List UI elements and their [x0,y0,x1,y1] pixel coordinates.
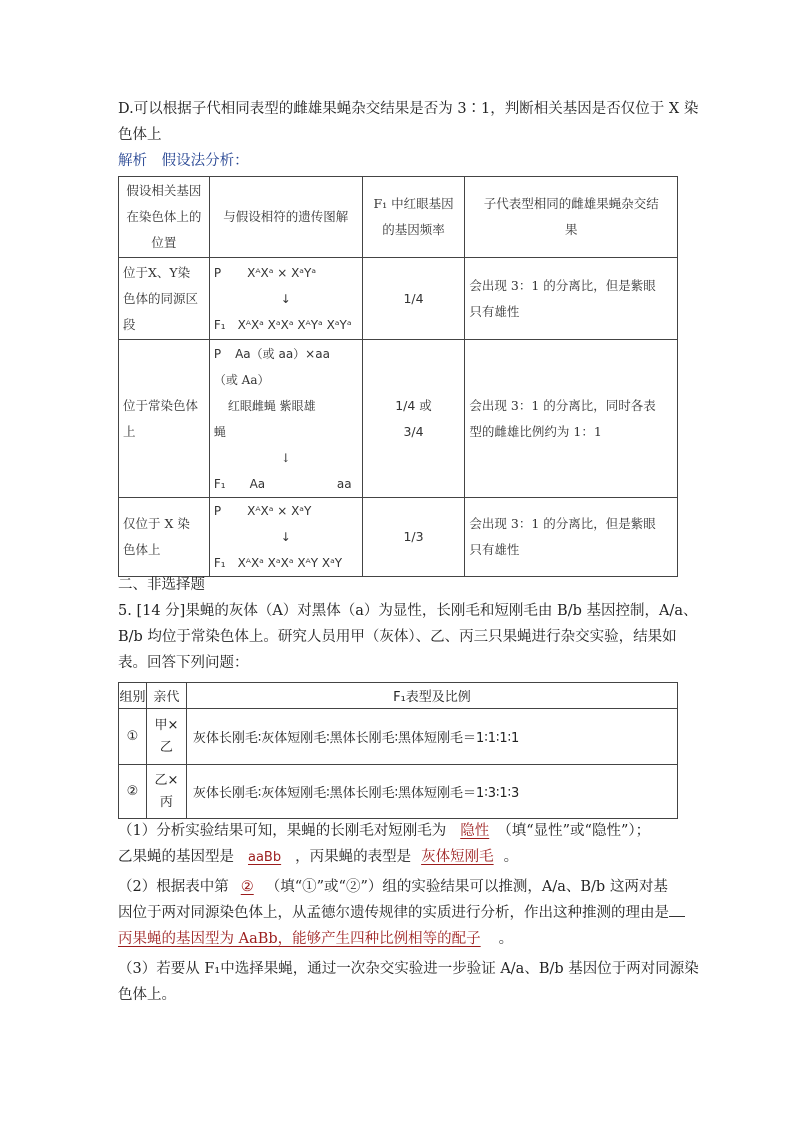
row1-diagram: P XᴬXᵃ × XᵃYᵃ ↓ F₁ XᴬXᵃ XᵃXᵃ XᴬYᵃ XᵃYᵃ [209,258,362,340]
f1-result-cell: 灰体长刚毛∶灰体短刚毛∶黑体长刚毛∶黑体短刚毛＝1∶1∶1∶1 [186,709,677,765]
row3-position: 仅位于 X 染 色体上 [119,498,210,577]
analysis-label: 解析 [118,153,147,169]
q5-line1: 5. [14 分]果蝇的灰体（A）对黑体（a）为显性，长刚毛和短刚毛由 B/b 基因控制，A/a、 [118,603,698,619]
sub3-line2: 色体上。 [118,987,176,1003]
table-row [119,498,678,577]
table-row [119,709,678,765]
down-arrow-icon: ↓ [280,291,291,306]
header-diagram: 与假设相符的遗传图解 [209,177,362,258]
table-row [119,258,678,340]
header-position: 假设相关基因 在染色体上的 位置 [119,177,210,258]
sub1-line2: 乙果蝇的基因型是 aaBb ，丙果蝇的表型是 灰体短刚毛 。 [118,849,519,865]
table-row [119,765,678,819]
down-arrow-icon: ↓ [280,530,291,544]
row3-result: 会出现 3：1 的分离比，但是紫眼 只有雄性 [465,498,678,577]
table-row [119,340,678,498]
table-header-row [119,683,678,709]
q5-line3: 表。回答下列问题： [118,655,249,671]
analysis-line [118,148,678,174]
sub1-line1: （1）分析实验结果可知，果蝇的长刚毛对短刚毛为 隐性 （填“显性”或“隐性”）； [118,823,651,839]
answer-blank: aaBb [248,850,282,865]
header-parents: 亲代 [146,683,186,709]
header-group: 组别 [119,683,147,709]
row1-position: 位于X、Y染 色体的同源区 段 [119,258,210,340]
row3-diagram: P XᴬXᵃ × XᵃY ↓ F₁ XᴬXᵃ XᵃXᵃ XᴬY XᵃY [209,498,362,577]
header-f1: F₁表型及比例 [186,683,677,709]
analysis-text: 假设法分析： [161,153,249,169]
row1-frequency: 1/4 [362,258,465,340]
row2-frequency: 1/4 或 3/4 [362,340,465,498]
hypothesis-table [118,176,678,577]
parents-cell: 甲× 乙 [146,709,186,765]
answer-blank: 丙果蝇的基因型为 AaBb，能够产生四种比例相等的配子 [118,931,481,947]
table-header-row [119,177,678,258]
row1-result: 会出现 3：1 的分离比，但是紫眼 只有雄性 [465,258,678,340]
row2-diagram: P Aa（或 aa）×aa （或 Aa） 红眼雌蝇 紫眼雄 蝇 ↓ F₁ Aa aa [209,340,362,498]
group-cell: ① [119,709,147,765]
row2-result: 会出现 3：1 的分离比，同时各表 型的雌雄比例约为 1：1 [465,340,678,498]
down-arrow-icon: ↓ [280,450,291,465]
header-result: 子代表型相同的雌雄果蝇杂交结 果 [465,177,678,258]
option-d-line2: 色体上 [118,127,162,143]
header-frequency: F₁ 中红眼基因 的基因频率 [362,177,465,258]
cross-results-table [118,682,678,819]
sub3-line1: （3）若要从 F₁中选择果蝇，通过一次杂交实验进一步验证 A/a、B/b 基因位于两对同源染 [118,961,699,977]
answer-blank: 隐性 [460,823,490,839]
q5-line2: B/b 均位于常染色体上。研究人员用甲（灰体）、乙、丙三只果蝇进行杂交实验，结果如 [118,629,677,645]
row2-position: 位于常染色体 上 [119,340,210,498]
answer-blank: 灰体短刚毛 [421,849,494,865]
section-heading: 二、非选择题 [118,577,205,593]
sub2-line1: （2）根据表中第 ② （填“①”或“②”）组的实验结果可以推测，A/a、B/b 这两对基 [118,879,668,895]
row3-frequency: 1/3 [362,498,465,577]
f1-result-cell: 灰体长刚毛∶灰体短刚毛∶黑体长刚毛∶黑体短刚毛＝1∶3∶1∶3 [186,765,677,819]
option-d-line1: D.可以根据子代相同表型的雌雄果蝇杂交结果是否为 3∶1，判断相关基因是否仅位于 X 染 [118,101,699,117]
sub2-line3: 丙果蝇的基因型为 AaBb，能够产生四种比例相等的配子 。 [118,931,514,947]
parents-cell: 乙× 丙 [146,765,186,819]
answer-blank: ② [240,879,254,895]
sub2-line2: 因位于两对同源染色体上，从孟德尔遗传规律的实质进行分析，作出这种推测的理由是 [118,900,678,926]
group-cell: ② [119,765,147,819]
